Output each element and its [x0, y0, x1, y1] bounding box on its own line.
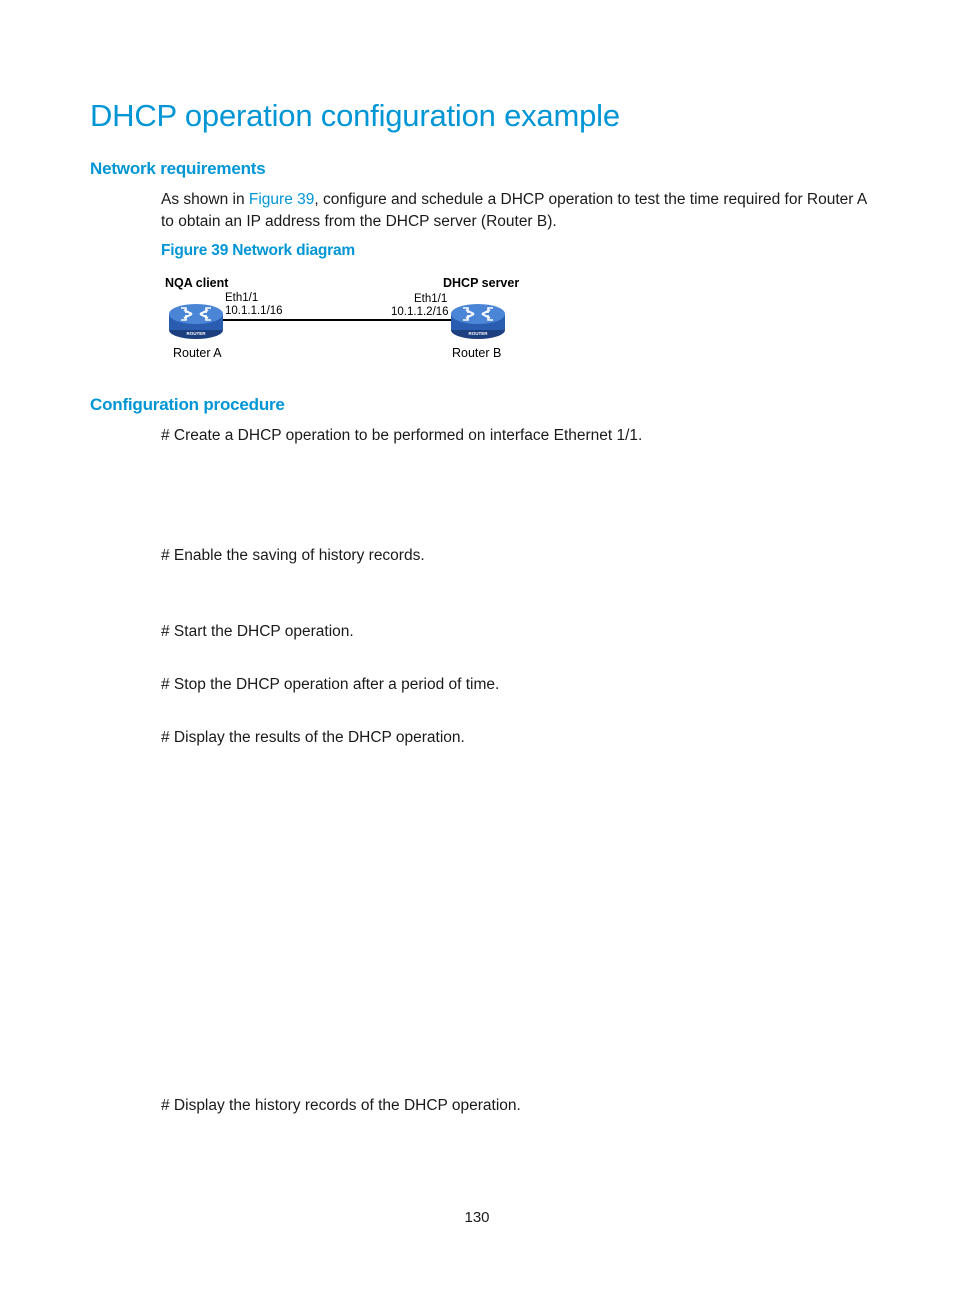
- step-stop-operation: # Stop the DHCP operation after a period of time.: [161, 676, 500, 693]
- requirements-paragraph-line2: to obtain an IP address from the DHCP server (Router B).: [161, 213, 557, 230]
- figure-caption: Figure 39 Network diagram: [161, 242, 355, 259]
- router-a-badge: ROUTER: [186, 331, 206, 336]
- router-b-icon: [451, 304, 505, 339]
- requirements-text: As shown in: [161, 191, 249, 208]
- section-heading-network-requirements: Network requirements: [90, 159, 266, 178]
- section-heading-configuration-procedure: Configuration procedure: [90, 395, 285, 414]
- requirements-text-cont: , configure and schedule a DHCP operation to test the time required for Router A: [314, 191, 868, 208]
- step-display-results: # Display the results of the DHCP operation.: [161, 729, 465, 746]
- nqa-client-label: NQA client: [165, 276, 229, 290]
- page-title: DHCP operation configuration example: [90, 98, 620, 133]
- step-display-history: # Display the history records of the DHCP operation.: [161, 1097, 521, 1114]
- router-a-ip: 10.1.1.1/16: [225, 305, 283, 317]
- requirements-paragraph-line1: [161, 189, 867, 211]
- router-b-name: Router B: [452, 346, 502, 360]
- router-a-name: Router A: [173, 346, 222, 360]
- page-number: 130: [464, 1209, 490, 1226]
- step-start-operation: # Start the DHCP operation.: [161, 623, 354, 640]
- router-b-ip: 10.1.1.2/16: [391, 306, 449, 318]
- network-diagram: [160, 270, 540, 370]
- router-b-badge: ROUTER: [468, 331, 488, 336]
- router-a-interface: Eth1/1: [225, 292, 259, 304]
- figure-link[interactable]: Figure 39: [248, 191, 315, 208]
- step-create-operation: # Create a DHCP operation to be performed on interface Ethernet 1/1.: [161, 427, 643, 444]
- step-enable-history: # Enable the saving of history records.: [161, 547, 425, 564]
- router-a-icon: [169, 304, 223, 339]
- router-b-interface: Eth1/1: [414, 293, 448, 305]
- dhcp-server-label: DHCP server: [443, 276, 520, 290]
